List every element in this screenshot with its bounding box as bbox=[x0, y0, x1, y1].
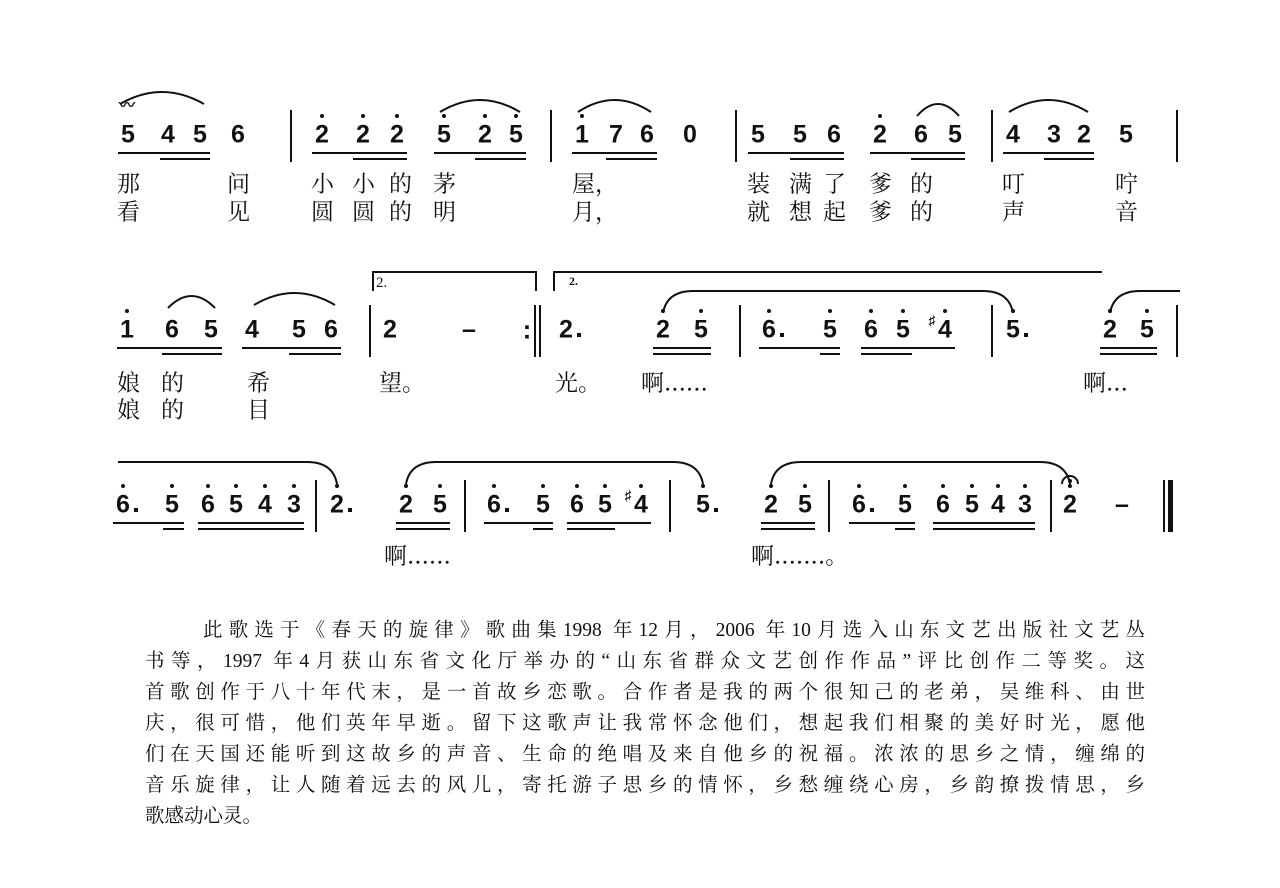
bar-line bbox=[739, 305, 741, 357]
note: 4 bbox=[1006, 120, 1020, 149]
note: 6 bbox=[864, 315, 878, 344]
note: 5 bbox=[509, 120, 523, 149]
octave-dot bbox=[1023, 484, 1027, 488]
note: 0 bbox=[683, 120, 697, 149]
beam-underline bbox=[567, 528, 615, 530]
octave-dot bbox=[661, 309, 665, 313]
octave-dot bbox=[1011, 309, 1015, 313]
octave-dot bbox=[943, 309, 947, 313]
bar-line bbox=[735, 110, 737, 162]
lyric-verse-1: 啊...... bbox=[384, 543, 451, 570]
beam-underline bbox=[861, 353, 912, 355]
beam-underline bbox=[606, 158, 657, 160]
augmentation-dot bbox=[505, 508, 509, 512]
note: 6 bbox=[570, 490, 584, 519]
note: 5 bbox=[437, 120, 451, 149]
augmentation-dot bbox=[1024, 333, 1028, 337]
note: 4 bbox=[245, 315, 259, 344]
note: 4 bbox=[938, 315, 952, 344]
octave-dot bbox=[483, 114, 487, 118]
lyric-verse-1: 爹 bbox=[869, 171, 892, 198]
octave-dot bbox=[769, 484, 773, 488]
note: 6 bbox=[914, 120, 928, 149]
note: 2 bbox=[390, 120, 404, 149]
octave-dot bbox=[970, 484, 974, 488]
octave-dot bbox=[901, 309, 905, 313]
paragraph-line: 书等，1997 年4月获山东省文化厅举办的“山东省群众文艺创作作品”评比创作二等奖。这 bbox=[145, 651, 1145, 672]
slur bbox=[118, 462, 337, 484]
beam-underline bbox=[353, 158, 407, 160]
beam-underline bbox=[198, 522, 304, 524]
lyric-verse-1: 啊.......。 bbox=[751, 543, 849, 570]
lyric-verse-2: 音 bbox=[1115, 199, 1138, 226]
trill-icon: 〰 bbox=[118, 97, 136, 115]
lyric-verse-2: 见 bbox=[227, 199, 250, 226]
beam-underline bbox=[113, 522, 184, 524]
note: 6 bbox=[487, 490, 501, 519]
paragraph-line: 庆，很可惜，他们英年早逝。留下这歌声让我常怀念他们，想起我们相聚的美好时光，愿他 bbox=[145, 713, 1145, 734]
octave-dot bbox=[395, 114, 399, 118]
lyric-verse-2: 娘 bbox=[117, 397, 140, 424]
repeat-dots: : bbox=[522, 314, 532, 345]
bar-line bbox=[315, 480, 317, 532]
note: 5 bbox=[896, 315, 910, 344]
note: 2 bbox=[1103, 315, 1117, 344]
note: 6 bbox=[116, 490, 130, 519]
beam-underline bbox=[289, 353, 341, 355]
lyric-verse-1: 问 bbox=[227, 171, 250, 198]
octave-dot bbox=[996, 484, 1000, 488]
octave-dot bbox=[941, 484, 945, 488]
beam-underline bbox=[396, 528, 450, 530]
bar-line bbox=[464, 480, 466, 532]
lyric-verse-1: 的 bbox=[910, 171, 933, 198]
beam-underline bbox=[475, 158, 526, 160]
lyric-verse-1: 了 bbox=[823, 171, 846, 198]
lyric-verse-2: 目 bbox=[247, 397, 270, 424]
note: 6 bbox=[762, 315, 776, 344]
volta-bracket-2 bbox=[553, 271, 1102, 291]
beam-underline bbox=[911, 158, 965, 160]
bar-line bbox=[669, 480, 671, 532]
lyric-verse-2: 的 bbox=[161, 397, 184, 424]
octave-dot bbox=[404, 484, 408, 488]
note: 5 bbox=[165, 490, 179, 519]
note: 2 bbox=[478, 120, 492, 149]
beam-underline bbox=[933, 528, 1035, 530]
lyric-verse-1: 满 bbox=[789, 171, 812, 198]
volta-label: 2. bbox=[569, 274, 578, 288]
note: 1 bbox=[575, 120, 589, 149]
lyric-verse-1: 那 bbox=[117, 171, 140, 198]
note: 5 bbox=[898, 490, 912, 519]
bar-line bbox=[991, 110, 993, 162]
slur bbox=[168, 296, 215, 308]
fermata-dot bbox=[1068, 479, 1072, 483]
beam-underline bbox=[1100, 347, 1157, 349]
bar-line bbox=[828, 480, 830, 532]
beam-underline bbox=[895, 528, 915, 530]
beam-underline bbox=[198, 528, 304, 530]
note: 5 bbox=[536, 490, 550, 519]
note: 2 bbox=[764, 490, 778, 519]
bar-line bbox=[369, 305, 371, 357]
volta-bracket-1 bbox=[372, 271, 537, 291]
note: 5 bbox=[1119, 120, 1133, 149]
octave-dot bbox=[335, 484, 339, 488]
beam-underline bbox=[312, 152, 407, 154]
augmentation-dot bbox=[870, 508, 874, 512]
octave-dot bbox=[869, 309, 873, 313]
lyric-verse-1: 叮 bbox=[1002, 171, 1025, 198]
note: 5 bbox=[751, 120, 765, 149]
octave-dot bbox=[234, 484, 238, 488]
final-bar-thin bbox=[1163, 480, 1165, 532]
note: 1 bbox=[120, 315, 134, 344]
note: 4 bbox=[258, 490, 272, 519]
beam-underline bbox=[820, 353, 840, 355]
beam-underline bbox=[567, 522, 651, 524]
bar-line bbox=[1176, 305, 1178, 357]
note: 6 bbox=[201, 490, 215, 519]
beam-underline bbox=[396, 522, 450, 524]
note: 6 bbox=[324, 315, 338, 344]
beam-underline bbox=[1100, 353, 1157, 355]
augmentation-dot bbox=[780, 333, 784, 337]
beam-underline bbox=[1044, 158, 1094, 160]
sustain-dash: – bbox=[1115, 490, 1129, 519]
octave-dot bbox=[1068, 484, 1072, 488]
octave-dot bbox=[1108, 309, 1112, 313]
volta-label: 2. bbox=[376, 275, 388, 291]
beam-underline bbox=[242, 347, 341, 349]
octave-dot bbox=[492, 484, 496, 488]
lyric-verse-1: 希 bbox=[247, 370, 270, 397]
note: 2 bbox=[330, 490, 344, 519]
beam-underline bbox=[160, 158, 210, 160]
sharp-sign: ♯ bbox=[624, 487, 632, 503]
beam-underline bbox=[870, 152, 965, 154]
note: 2 bbox=[383, 315, 397, 344]
beam-underline bbox=[1003, 152, 1094, 154]
note: 2 bbox=[1077, 120, 1091, 149]
lyric-verse-2: 爹 bbox=[869, 199, 892, 226]
octave-dot bbox=[170, 484, 174, 488]
augmentation-dot bbox=[577, 333, 581, 337]
beam-underline bbox=[118, 152, 210, 154]
bar-line bbox=[290, 110, 292, 162]
lyric-verse-2: 圆 bbox=[311, 199, 334, 226]
beam-underline bbox=[162, 353, 222, 355]
octave-dot bbox=[803, 484, 807, 488]
lyric-verse-1: 的 bbox=[389, 171, 412, 198]
bar-line bbox=[1050, 480, 1052, 532]
beam-underline bbox=[759, 347, 840, 349]
slur bbox=[406, 462, 703, 484]
beam-underline bbox=[761, 528, 815, 530]
lyric-verse-1: 咛 bbox=[1115, 171, 1138, 198]
lyric-verse-1: 啊...... bbox=[641, 370, 708, 397]
lyric-verse-2: 就 bbox=[747, 199, 770, 226]
octave-dot bbox=[701, 484, 705, 488]
lyric-verse-2: 的 bbox=[910, 199, 933, 226]
octave-dot bbox=[903, 484, 907, 488]
lyric-verse-1: 茅 bbox=[433, 171, 456, 198]
note: 2 bbox=[873, 120, 887, 149]
octave-dot bbox=[699, 309, 703, 313]
note: 7 bbox=[609, 120, 623, 149]
beam-underline bbox=[572, 152, 657, 154]
lyric-verse-2: 起 bbox=[823, 199, 846, 226]
octave-dot bbox=[438, 484, 442, 488]
paragraph-line: 歌感动心灵。 bbox=[145, 806, 263, 827]
lyric-verse-1: 屋， bbox=[572, 171, 618, 198]
octave-dot bbox=[580, 114, 584, 118]
lyric-verse-1: 望。 bbox=[379, 370, 425, 397]
paragraph-line: 首歌创作于八十年代末，是一首故乡恋歌。合作者是我的两个很知己的老弟，吴维科、由世 bbox=[145, 682, 1145, 703]
lyric-verse-1: 小 bbox=[311, 171, 334, 198]
note: 5 bbox=[1140, 315, 1154, 344]
beam-underline bbox=[163, 528, 184, 530]
double-bar-thin bbox=[534, 305, 536, 357]
lyric-verse-1: 的 bbox=[161, 370, 184, 397]
note: 6 bbox=[827, 120, 841, 149]
octave-dot bbox=[263, 484, 267, 488]
note: 6 bbox=[936, 490, 950, 519]
octave-dot bbox=[361, 114, 365, 118]
lyric-verse-1: 啊... bbox=[1083, 370, 1128, 397]
octave-dot bbox=[320, 114, 324, 118]
slur bbox=[771, 462, 1070, 484]
note: 2 bbox=[399, 490, 413, 519]
beam-underline bbox=[748, 152, 844, 154]
lyric-verse-1: 小 bbox=[352, 171, 375, 198]
double-bar-thin bbox=[539, 305, 541, 357]
note: 3 bbox=[1018, 490, 1032, 519]
paragraph-line: 此歌选于《春天的旋律》歌曲集1998 年12月，2006 年10月选入山东文艺出版社文艺丛 bbox=[203, 620, 1145, 641]
note: 5 bbox=[292, 315, 306, 344]
octave-dot bbox=[125, 309, 129, 313]
lyric-verse-2: 的 bbox=[389, 199, 412, 226]
bar-line bbox=[1176, 110, 1178, 162]
note: 5 bbox=[121, 120, 135, 149]
octave-dot bbox=[206, 484, 210, 488]
lyric-verse-2: 看 bbox=[117, 199, 140, 226]
note: 2 bbox=[356, 120, 370, 149]
beam-underline bbox=[849, 522, 915, 524]
note: 2 bbox=[656, 315, 670, 344]
beam-underline bbox=[861, 347, 955, 349]
slur bbox=[663, 291, 1013, 313]
beam-underline bbox=[761, 522, 815, 524]
sustain-dash: – bbox=[462, 315, 476, 344]
note: 5 bbox=[694, 315, 708, 344]
note: 4 bbox=[161, 120, 175, 149]
note: 2 bbox=[1063, 490, 1077, 519]
beam-underline bbox=[933, 522, 1035, 524]
note: 6 bbox=[231, 120, 245, 149]
lyric-verse-1: 装 bbox=[747, 171, 770, 198]
octave-dot bbox=[575, 484, 579, 488]
octave-dot bbox=[828, 309, 832, 313]
note: 6 bbox=[852, 490, 866, 519]
slur bbox=[917, 104, 959, 116]
note: 6 bbox=[640, 120, 654, 149]
octave-dot bbox=[1145, 309, 1149, 313]
beam-underline bbox=[653, 353, 711, 355]
augmentation-dot bbox=[134, 508, 138, 512]
sharp-sign: ♯ bbox=[928, 312, 936, 328]
augmentation-dot bbox=[714, 508, 718, 512]
bar-line bbox=[991, 305, 993, 357]
octave-dot bbox=[603, 484, 607, 488]
slur bbox=[440, 100, 520, 112]
lyric-verse-2: 月， bbox=[572, 199, 618, 226]
note: 4 bbox=[634, 490, 648, 519]
slur bbox=[1009, 100, 1088, 112]
note: 3 bbox=[287, 490, 301, 519]
note: 5 bbox=[948, 120, 962, 149]
bar-line bbox=[550, 110, 552, 162]
beam-underline bbox=[484, 522, 553, 524]
note: 5 bbox=[696, 490, 710, 519]
note: 5 bbox=[1006, 315, 1020, 344]
octave-dot bbox=[292, 484, 296, 488]
lyric-verse-2: 声 bbox=[1002, 199, 1025, 226]
paragraph-line: 音乐旋律，让人随着远去的风儿，寄托游子思乡的情怀，乡愁缠绕心房，乡韵撩拨情思，乡 bbox=[145, 775, 1145, 796]
octave-dot bbox=[514, 114, 518, 118]
paragraph-line: 们在天国还能听到这故乡的声音、生命的绝唱及来自他乡的祝福。浓浓的思乡之情，缠绵的 bbox=[145, 744, 1145, 765]
octave-dot bbox=[639, 484, 643, 488]
lyric-verse-2: 明 bbox=[433, 199, 456, 226]
slur bbox=[578, 100, 651, 112]
note: 2 bbox=[315, 120, 329, 149]
note: 5 bbox=[193, 120, 207, 149]
beam-underline bbox=[117, 347, 222, 349]
octave-dot bbox=[541, 484, 545, 488]
note: 4 bbox=[991, 490, 1005, 519]
octave-dot bbox=[878, 114, 882, 118]
note: 5 bbox=[793, 120, 807, 149]
song-note-paragraph bbox=[145, 615, 1145, 832]
lyric-verse-2: 圆 bbox=[352, 199, 375, 226]
lyric-verse-2: 想 bbox=[789, 199, 812, 226]
lyric-verse-1: 光。 bbox=[555, 370, 601, 397]
beam-underline bbox=[790, 158, 844, 160]
beam-underline bbox=[434, 152, 526, 154]
note: 5 bbox=[965, 490, 979, 519]
note: 5 bbox=[229, 490, 243, 519]
augmentation-dot bbox=[348, 508, 352, 512]
note: 5 bbox=[798, 490, 812, 519]
note: 5 bbox=[823, 315, 837, 344]
note: 6 bbox=[165, 315, 179, 344]
slur bbox=[254, 293, 335, 305]
octave-dot bbox=[767, 309, 771, 313]
beam-underline bbox=[653, 347, 711, 349]
lyric-verse-1: 娘 bbox=[117, 370, 140, 397]
octave-dot bbox=[121, 484, 125, 488]
note: 5 bbox=[433, 490, 447, 519]
octave-dot bbox=[857, 484, 861, 488]
note: 5 bbox=[598, 490, 612, 519]
final-bar-thick bbox=[1168, 480, 1173, 532]
note: 3 bbox=[1047, 120, 1061, 149]
beam-underline bbox=[533, 528, 553, 530]
note: 2 bbox=[559, 315, 573, 344]
note: 5 bbox=[204, 315, 218, 344]
octave-dot bbox=[442, 114, 446, 118]
